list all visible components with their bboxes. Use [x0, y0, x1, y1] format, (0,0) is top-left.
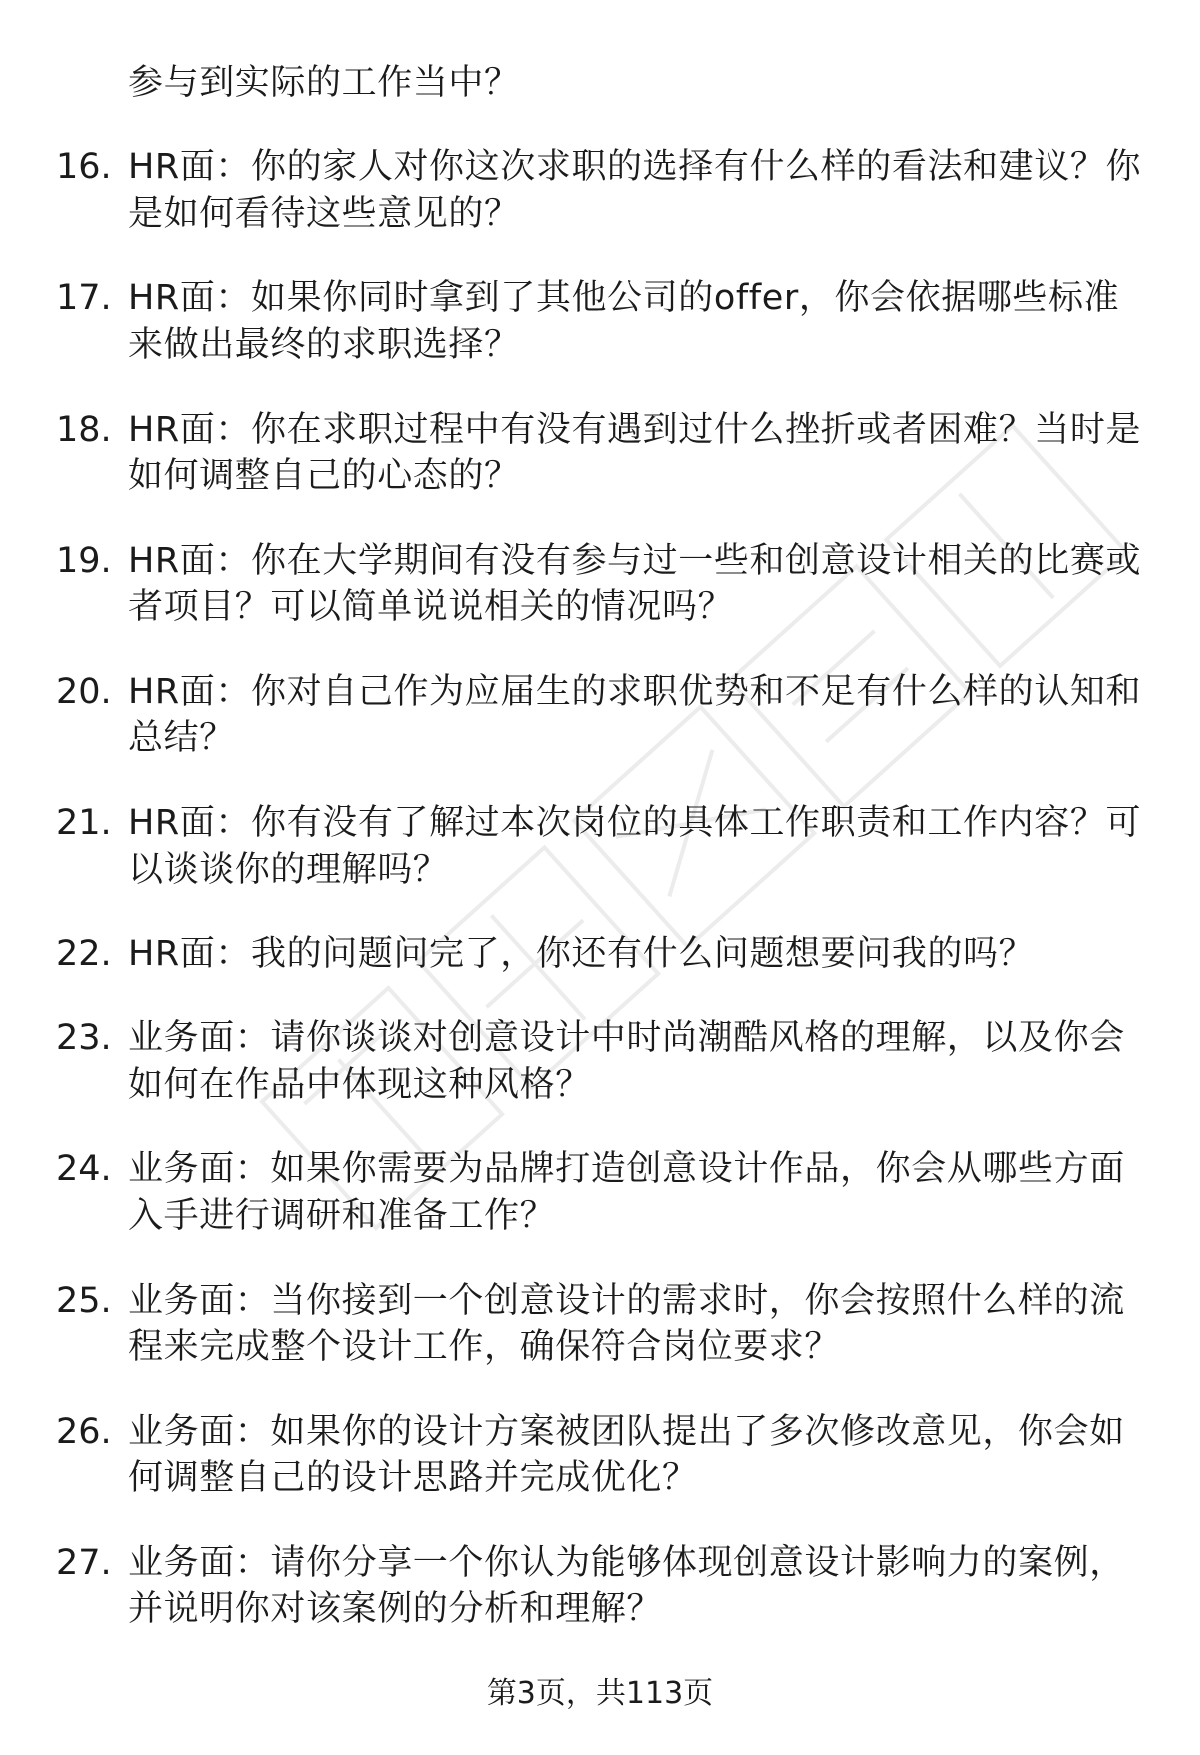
continued-question-text: 参与到实际的工作当中？	[128, 63, 520, 103]
question-number: 26.	[56, 1411, 112, 1452]
question-line: HR面：你的家人对你这次求职的选择有什么样的看法和建议？你	[128, 147, 1142, 188]
question-line: HR面：你对自己作为应届生的求职优势和不足有什么样的认知和	[128, 671, 1142, 712]
question-number: 18.	[56, 409, 112, 450]
question-item	[0, 669, 1200, 762]
question-line: 业务面：请你谈谈对创意设计中时尚潮酷风格的理解，以及你会	[128, 1018, 1125, 1059]
question-number: 27.	[56, 1542, 112, 1583]
question-text	[128, 1015, 1168, 1108]
question-text	[128, 407, 1168, 500]
question-line: 入手进行调研和准备工作？	[128, 1196, 556, 1237]
question-number: 25.	[56, 1280, 112, 1321]
question-item	[0, 800, 1200, 893]
question-text	[128, 931, 1168, 978]
question-line: 如何在作品中体现这种风格？	[128, 1065, 591, 1106]
question-line: 程来完成整个设计工作，确保符合岗位要求？	[128, 1327, 841, 1368]
question-text	[128, 1409, 1168, 1502]
question-item	[0, 1146, 1200, 1239]
question-line: 来做出最终的求职选择？	[128, 325, 520, 366]
question-number: 23.	[56, 1018, 112, 1059]
question-text	[128, 144, 1168, 237]
question-item	[0, 144, 1200, 237]
question-line: 如何调整自己的心态的？	[128, 456, 520, 497]
question-list	[0, 60, 1200, 1671]
question-number: 20.	[56, 671, 112, 712]
question-item	[0, 407, 1200, 500]
question-number: 19.	[56, 540, 112, 581]
question-line: HR面：我的问题问完了，你还有什么问题想要问我的吗？	[128, 933, 1035, 974]
question-line: 是如何看待这些意见的？	[128, 194, 520, 235]
question-text	[128, 275, 1168, 368]
question-item	[0, 538, 1200, 631]
question-text	[128, 1278, 1168, 1371]
question-item	[0, 1278, 1200, 1371]
question-number: 21.	[56, 802, 112, 843]
question-item	[0, 1015, 1200, 1108]
question-number: 22.	[56, 933, 112, 974]
question-line: 并说明你对该案例的分析和理解？	[128, 1589, 663, 1630]
question-number: 24.	[56, 1149, 112, 1190]
question-text	[128, 669, 1168, 762]
question-line: 何调整自己的设计思路并完成优化？	[128, 1458, 698, 1499]
question-line: HR面：你在求职过程中有没有遇到过什么挫折或者困难？当时是	[128, 409, 1142, 450]
question-item	[0, 1409, 1200, 1502]
question-line: HR面：如果你同时拿到了其他公司的offer，你会依据哪些标准	[128, 278, 1120, 319]
question-line: HR面：你在大学期间有没有参与过一些和创意设计相关的比赛或	[128, 540, 1142, 581]
question-text	[128, 1540, 1168, 1633]
question-item	[0, 275, 1200, 368]
question-item	[0, 931, 1200, 978]
question-line: 业务面：请你分享一个你认为能够体现创意设计影响力的案例，	[128, 1542, 1125, 1583]
question-line: 业务面：如果你的设计方案被团队提出了多次修改意见，你会如	[128, 1411, 1125, 1452]
question-line: 总结？	[128, 718, 235, 759]
question-number: 17.	[56, 278, 112, 319]
question-line: 业务面：当你接到一个创意设计的需求时，你会按照什么样的流	[128, 1280, 1125, 1321]
question-line: 者项目？可以简单说说相关的情况吗？	[128, 587, 734, 628]
question-item	[0, 1540, 1200, 1633]
question-number: 16.	[56, 147, 112, 188]
question-line: 业务面：如果你需要为品牌打造创意设计作品，你会从哪些方面	[128, 1149, 1125, 1190]
question-text	[128, 538, 1168, 631]
page-number-footer: 第3页，共113页	[486, 1676, 714, 1711]
question-text	[128, 1146, 1168, 1239]
question-text	[128, 800, 1168, 893]
question-line: 以谈谈你的理解吗？	[128, 849, 449, 890]
question-line: HR面：你有没有了解过本次岗位的具体工作职责和工作内容？可	[128, 802, 1142, 843]
